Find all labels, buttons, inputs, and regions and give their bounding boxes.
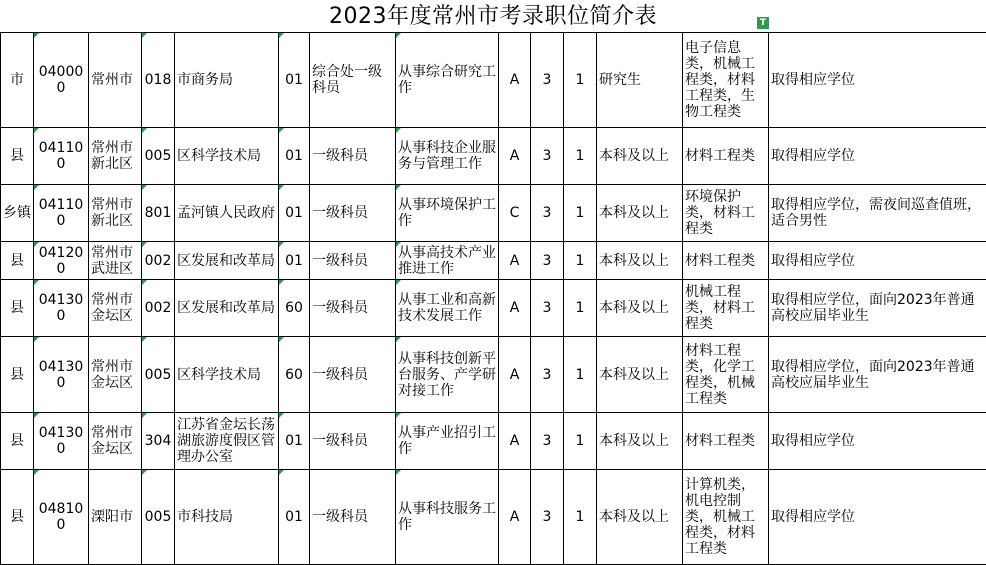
table-cell[interactable]: 1 bbox=[564, 128, 597, 185]
table-cell[interactable]: A bbox=[499, 413, 531, 470]
table-row bbox=[1, 242, 986, 280]
table-cell[interactable]: 区科学技术局 bbox=[175, 128, 279, 185]
table-cell[interactable]: 3 bbox=[531, 185, 564, 242]
table-cell[interactable]: 041300 bbox=[34, 280, 89, 337]
table-cell[interactable]: 取得相应学位 bbox=[769, 33, 986, 128]
table-cell[interactable]: 041100 bbox=[34, 128, 89, 185]
table-cell[interactable]: 041300 bbox=[34, 337, 89, 413]
table-cell[interactable]: 304 bbox=[142, 413, 175, 470]
table-cell[interactable]: 一级科员 bbox=[310, 185, 396, 242]
table-cell[interactable]: 材料工程类，化学工程类，机械工程类 bbox=[683, 337, 769, 413]
table-cell[interactable]: 常州市金坛区 bbox=[89, 337, 142, 413]
table-cell[interactable]: 常州市金坛区 bbox=[89, 413, 142, 470]
table-cell[interactable]: 从事科技企业服务与管理工作 bbox=[396, 128, 499, 185]
table-cell[interactable]: 取得相应学位 bbox=[769, 242, 986, 280]
table-cell[interactable]: 本科及以上 bbox=[597, 280, 683, 337]
table-cell[interactable]: 018 bbox=[142, 33, 175, 128]
table-cell[interactable]: 1 bbox=[564, 413, 597, 470]
table-cell[interactable]: 孟河镇人民政府 bbox=[175, 185, 279, 242]
table-cell[interactable]: 本科及以上 bbox=[597, 185, 683, 242]
table-cell[interactable]: 3 bbox=[531, 470, 564, 565]
page-title: 2023年度常州市考录职位简介表 bbox=[329, 4, 657, 29]
table-cell[interactable]: 801 bbox=[142, 185, 175, 242]
table-cell[interactable]: 县 bbox=[1, 280, 34, 337]
table-cell[interactable]: 1 bbox=[564, 280, 597, 337]
table-cell[interactable]: A bbox=[499, 33, 531, 128]
table-cell[interactable]: 从事工业和高新技术发展工作 bbox=[396, 280, 499, 337]
table-cell[interactable]: 乡镇 bbox=[1, 185, 34, 242]
table-cell[interactable]: 常州市金坛区 bbox=[89, 280, 142, 337]
table-cell[interactable]: 材料工程类 bbox=[683, 413, 769, 470]
table-cell[interactable]: 3 bbox=[531, 33, 564, 128]
table-cell[interactable]: 取得相应学位 bbox=[769, 413, 986, 470]
table-cell[interactable]: 3 bbox=[531, 242, 564, 280]
table-cell[interactable]: 常州市 bbox=[89, 33, 142, 128]
table-cell[interactable]: 01 bbox=[279, 128, 310, 185]
table-cell[interactable]: 材料工程类 bbox=[683, 242, 769, 280]
table-cell[interactable]: 区发展和改革局 bbox=[175, 280, 279, 337]
positions-table bbox=[0, 32, 986, 565]
table-cell[interactable]: 常州市新北区 bbox=[89, 128, 142, 185]
table-cell[interactable]: 江苏省金坛长荡湖旅游度假区管理办公室 bbox=[175, 413, 279, 470]
table-row bbox=[1, 33, 986, 128]
table-cell[interactable]: 1 bbox=[564, 33, 597, 128]
table-cell[interactable]: 60 bbox=[279, 337, 310, 413]
table-cell[interactable]: 3 bbox=[531, 280, 564, 337]
table-cell[interactable]: 材料工程类 bbox=[683, 128, 769, 185]
table-cell[interactable]: 005 bbox=[142, 128, 175, 185]
table-cell[interactable]: 电子信息类，机械工程类，材料工程类，生物工程类 bbox=[683, 33, 769, 128]
table-cell[interactable]: 1 bbox=[564, 185, 597, 242]
table-cell[interactable]: 县 bbox=[1, 128, 34, 185]
table-cell[interactable]: 本科及以上 bbox=[597, 337, 683, 413]
table-cell[interactable]: A bbox=[499, 470, 531, 565]
table-cell[interactable]: 市 bbox=[1, 33, 34, 128]
table-row bbox=[1, 337, 986, 413]
table-cell[interactable]: 本科及以上 bbox=[597, 470, 683, 565]
table-cell[interactable]: 取得相应学位 bbox=[769, 128, 986, 185]
table-row bbox=[1, 185, 986, 242]
table-cell[interactable]: 002 bbox=[142, 242, 175, 280]
table-row bbox=[1, 128, 986, 185]
table-cell[interactable]: 本科及以上 bbox=[597, 242, 683, 280]
table-cell[interactable]: A bbox=[499, 242, 531, 280]
table-cell[interactable]: A bbox=[499, 337, 531, 413]
table-row bbox=[1, 280, 986, 337]
table-cell[interactable]: 环境保护类，材料工程类 bbox=[683, 185, 769, 242]
table-cell[interactable]: 常州市新北区 bbox=[89, 185, 142, 242]
table-cell[interactable]: 一级科员 bbox=[310, 128, 396, 185]
table-cell[interactable]: 01 bbox=[279, 33, 310, 128]
table-cell[interactable]: 综合处一级科员 bbox=[310, 33, 396, 128]
table-cell[interactable]: 041300 bbox=[34, 413, 89, 470]
table-cell[interactable]: 041200 bbox=[34, 242, 89, 280]
table-cell[interactable]: 取得相应学位，面向2023年普通高校应届毕业生 bbox=[769, 280, 986, 337]
table-cell[interactable]: 002 bbox=[142, 280, 175, 337]
table-cell[interactable]: 1 bbox=[564, 242, 597, 280]
table-cell[interactable]: 区科学技术局 bbox=[175, 337, 279, 413]
table-cell[interactable]: 计算机类，机电控制类，机械工程类，材料工程类 bbox=[683, 470, 769, 565]
table-cell[interactable]: 区发展和改革局 bbox=[175, 242, 279, 280]
table-cell[interactable]: 从事科技服务工作 bbox=[396, 470, 499, 565]
table-cell[interactable]: 研究生 bbox=[597, 33, 683, 128]
table-cell[interactable]: 取得相应学位 bbox=[769, 470, 986, 565]
table-cell[interactable]: 01 bbox=[279, 185, 310, 242]
table-cell[interactable]: C bbox=[499, 185, 531, 242]
table-cell[interactable]: 60 bbox=[279, 280, 310, 337]
table-cell[interactable]: 1 bbox=[564, 470, 597, 565]
table-cell[interactable]: 本科及以上 bbox=[597, 413, 683, 470]
table-cell[interactable]: 市科技局 bbox=[175, 470, 279, 565]
table-cell[interactable]: 从事产业招引工作 bbox=[396, 413, 499, 470]
table-cell[interactable]: 县 bbox=[1, 470, 34, 565]
table-cell[interactable]: 3 bbox=[531, 413, 564, 470]
table-cell[interactable]: 机械工程类，材料工程类 bbox=[683, 280, 769, 337]
table-cell[interactable]: 从事科技创新平台服务、产学研对接工作 bbox=[396, 337, 499, 413]
table-cell[interactable]: 048100 bbox=[34, 470, 89, 565]
table-cell[interactable]: 本科及以上 bbox=[597, 128, 683, 185]
table-cell[interactable]: A bbox=[499, 280, 531, 337]
table-cell[interactable]: 取得相应学位，面向2023年普通高校应届毕业生 bbox=[769, 337, 986, 413]
table-cell[interactable]: 01 bbox=[279, 470, 310, 565]
table-cell[interactable]: 从事环境保护工作 bbox=[396, 185, 499, 242]
table-cell[interactable]: 市商务局 bbox=[175, 33, 279, 128]
table-cell[interactable]: 一级科员 bbox=[310, 280, 396, 337]
table-cell[interactable]: 005 bbox=[142, 470, 175, 565]
table-cell[interactable]: 一级科员 bbox=[310, 470, 396, 565]
table-cell[interactable]: 常州市武进区 bbox=[89, 242, 142, 280]
table-cell[interactable]: 1 bbox=[564, 337, 597, 413]
table-cell[interactable]: 从事综合研究工作 bbox=[396, 33, 499, 128]
table-cell[interactable]: 040000 bbox=[34, 33, 89, 128]
table-cell[interactable]: 一级科员 bbox=[310, 337, 396, 413]
table-cell[interactable]: 溧阳市 bbox=[89, 470, 142, 565]
table-cell[interactable]: 005 bbox=[142, 337, 175, 413]
table-cell[interactable]: 3 bbox=[531, 128, 564, 185]
table-row bbox=[1, 470, 986, 565]
table-cell[interactable]: 01 bbox=[279, 413, 310, 470]
table-cell[interactable]: 从事高技术产业推进工作 bbox=[396, 242, 499, 280]
table-cell[interactable]: 县 bbox=[1, 242, 34, 280]
table-cell[interactable]: 一级科员 bbox=[310, 242, 396, 280]
cell-marker-icon: T bbox=[757, 17, 769, 29]
table-cell[interactable]: 县 bbox=[1, 337, 34, 413]
table-cell[interactable]: 01 bbox=[279, 242, 310, 280]
table-cell[interactable]: 3 bbox=[531, 337, 564, 413]
table-cell[interactable]: 取得相应学位，需夜间巡查值班，适合男性 bbox=[769, 185, 986, 242]
table-cell[interactable]: 041100 bbox=[34, 185, 89, 242]
table-cell[interactable]: A bbox=[499, 128, 531, 185]
table-row bbox=[1, 413, 986, 470]
table-cell[interactable]: 县 bbox=[1, 413, 34, 470]
table-cell[interactable]: 一级科员 bbox=[310, 413, 396, 470]
